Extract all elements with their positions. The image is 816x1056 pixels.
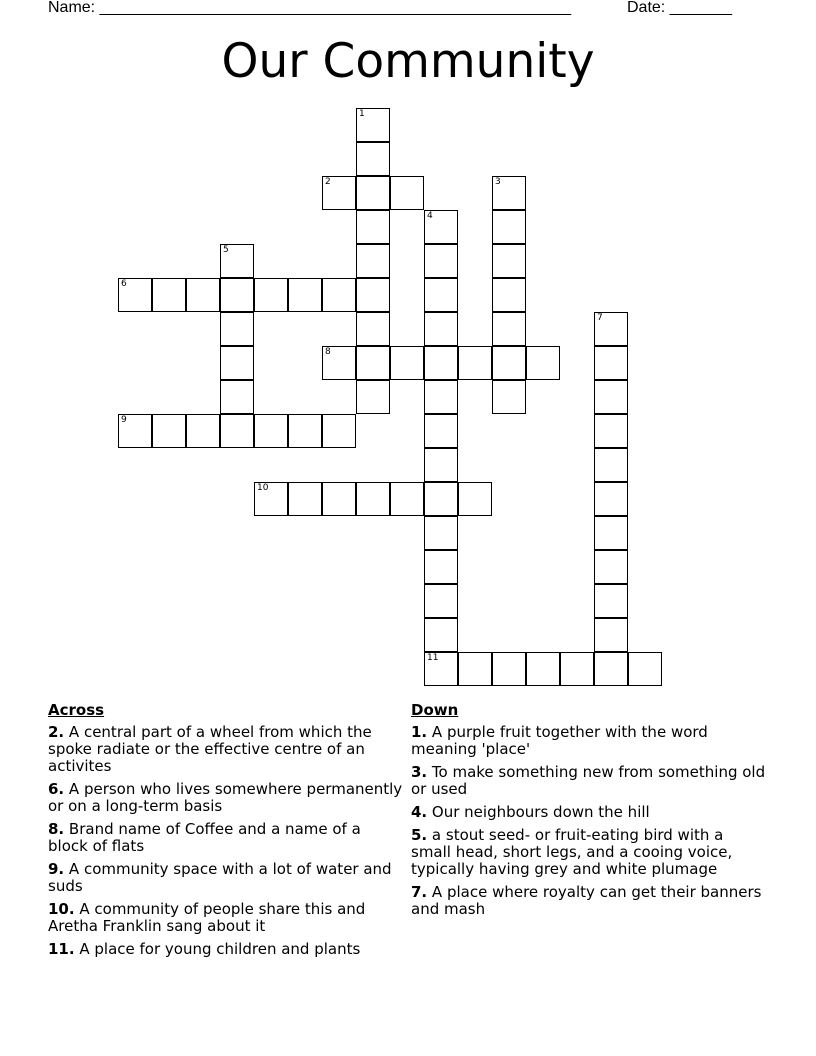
- grid-cell[interactable]: [424, 210, 458, 244]
- clue-text: A place for young children and plants: [79, 940, 361, 958]
- page-title: Our Community: [221, 34, 595, 89]
- grid-cell[interactable]: [526, 346, 560, 380]
- across-clue: [48, 724, 404, 775]
- clue-number: 8.: [48, 820, 65, 838]
- grid-cell[interactable]: [594, 652, 628, 686]
- clue-number: 10.: [48, 900, 75, 918]
- clue-number: 5.: [411, 826, 428, 844]
- clue-text: Our neighbours down the hill: [431, 803, 650, 821]
- clue-text: a stout seed- or fruit-eating bird with a small head, short legs, and a cooing voice, typically having grey and white plumage: [411, 826, 733, 878]
- grid-cell[interactable]: [254, 482, 288, 516]
- clue-number: 4.: [411, 803, 428, 821]
- grid-cell[interactable]: [458, 346, 492, 380]
- grid-cell[interactable]: [594, 482, 628, 516]
- down-clue: [411, 764, 767, 798]
- grid-cell[interactable]: [424, 278, 458, 312]
- down-heading: Down: [411, 701, 459, 719]
- cell-number: 2: [325, 177, 331, 187]
- cell-number: 7: [597, 313, 603, 323]
- cell-number: 4: [427, 211, 433, 221]
- grid-cell[interactable]: [322, 346, 356, 380]
- grid-cell[interactable]: [594, 584, 628, 618]
- grid-cell[interactable]: [390, 346, 424, 380]
- grid-cell[interactable]: [594, 414, 628, 448]
- down-clue: [411, 827, 767, 878]
- grid-cell[interactable]: [594, 380, 628, 414]
- grid-cell[interactable]: [356, 210, 390, 244]
- grid-cell[interactable]: [186, 414, 220, 448]
- grid-cell[interactable]: [424, 652, 458, 686]
- grid-cell[interactable]: [424, 550, 458, 584]
- grid-cell[interactable]: [594, 550, 628, 584]
- grid-cell[interactable]: [424, 312, 458, 346]
- grid-cell[interactable]: [424, 618, 458, 652]
- grid-cell[interactable]: [220, 346, 254, 380]
- grid-cell[interactable]: [186, 278, 220, 312]
- clue-number: 1.: [411, 723, 428, 741]
- grid-cell[interactable]: [492, 380, 526, 414]
- grid-cell[interactable]: [356, 312, 390, 346]
- grid-cell[interactable]: [594, 312, 628, 346]
- grid-cell[interactable]: [390, 482, 424, 516]
- grid-cell[interactable]: [152, 414, 186, 448]
- grid-cell[interactable]: [424, 414, 458, 448]
- clue-text: A community space with a lot of water and suds: [48, 860, 392, 895]
- grid-cell[interactable]: [424, 346, 458, 380]
- clue-number: 3.: [411, 763, 428, 781]
- grid-cell[interactable]: [220, 278, 254, 312]
- clue-text: A purple fruit together with the word meaning 'place': [411, 723, 708, 758]
- cell-number: 10: [257, 483, 269, 493]
- clue-text: A central part of a wheel from which the spoke radiate or the effective centre of an activites: [48, 723, 372, 775]
- grid-cell[interactable]: [220, 312, 254, 346]
- clue-number: 9.: [48, 860, 65, 878]
- grid-cell[interactable]: [594, 618, 628, 652]
- across-clue: [48, 821, 404, 855]
- clue-text: A community of people share this and Aretha Franklin sang about it: [48, 900, 366, 935]
- grid-cell[interactable]: [356, 108, 390, 142]
- grid-cell[interactable]: [492, 176, 526, 210]
- grid-cell[interactable]: [254, 414, 288, 448]
- grid-cell[interactable]: [356, 142, 390, 176]
- across-clues: [48, 702, 404, 964]
- grid-cell[interactable]: [356, 482, 390, 516]
- grid-cell[interactable]: [322, 278, 356, 312]
- across-clue: [48, 901, 404, 935]
- grid-cell[interactable]: [322, 414, 356, 448]
- grid-cell[interactable]: [424, 448, 458, 482]
- grid-cell[interactable]: [492, 210, 526, 244]
- grid-cell[interactable]: [288, 278, 322, 312]
- clue-number: 7.: [411, 883, 428, 901]
- across-heading: Across: [48, 701, 105, 719]
- grid-cell[interactable]: [594, 448, 628, 482]
- grid-cell[interactable]: [254, 278, 288, 312]
- grid-cell[interactable]: [424, 584, 458, 618]
- grid-cell[interactable]: [288, 414, 322, 448]
- grid-cell[interactable]: [424, 482, 458, 516]
- grid-cell[interactable]: [220, 414, 254, 448]
- grid-cell[interactable]: [356, 244, 390, 278]
- grid-cell[interactable]: [356, 346, 390, 380]
- clue-text: A place where royalty can get their banners and mash: [411, 883, 762, 918]
- down-clue: [411, 724, 767, 758]
- grid-cell[interactable]: [220, 244, 254, 278]
- clue-text: A person who lives somewhere permanently or on a long-term basis: [48, 780, 403, 815]
- down-clue: [411, 804, 767, 821]
- down-clues: [411, 702, 767, 924]
- grid-cell[interactable]: [424, 516, 458, 550]
- grid-cell[interactable]: [560, 652, 594, 686]
- grid-cell[interactable]: [492, 312, 526, 346]
- grid-cell[interactable]: [152, 278, 186, 312]
- cell-number: 1: [359, 109, 365, 119]
- grid-cell[interactable]: [356, 176, 390, 210]
- grid-cell[interactable]: [492, 652, 526, 686]
- grid-cell[interactable]: [356, 380, 390, 414]
- date-field[interactable]: Date: _______: [627, 0, 732, 16]
- grid-cell[interactable]: [424, 244, 458, 278]
- grid-cell[interactable]: [594, 346, 628, 380]
- grid-cell[interactable]: [118, 414, 152, 448]
- clue-number: 6.: [48, 780, 65, 798]
- grid-cell[interactable]: [492, 244, 526, 278]
- cell-number: 6: [121, 279, 127, 289]
- grid-cell[interactable]: [288, 482, 322, 516]
- cell-number: 3: [495, 177, 501, 187]
- grid-cell[interactable]: [492, 346, 526, 380]
- across-clue: [48, 781, 404, 815]
- clue-number: 2.: [48, 723, 65, 741]
- grid-cell[interactable]: [594, 516, 628, 550]
- grid-cell[interactable]: [458, 482, 492, 516]
- across-clue: [48, 941, 404, 958]
- grid-cell[interactable]: [526, 652, 560, 686]
- grid-cell[interactable]: [458, 652, 492, 686]
- name-field[interactable]: Name: _____________________________________________________: [48, 0, 572, 16]
- down-clue: [411, 884, 767, 918]
- cell-number: 5: [223, 245, 229, 255]
- grid-cell[interactable]: [322, 482, 356, 516]
- clue-number: 11.: [48, 940, 75, 958]
- grid-cell[interactable]: [322, 176, 356, 210]
- grid-cell[interactable]: [390, 176, 424, 210]
- grid-cell[interactable]: [118, 278, 152, 312]
- grid-cell[interactable]: [356, 278, 390, 312]
- grid-cell[interactable]: [220, 380, 254, 414]
- grid-cell[interactable]: [492, 278, 526, 312]
- clue-text: Brand name of Coffee and a name of a block of flats: [48, 820, 361, 855]
- grid-cell[interactable]: [424, 380, 458, 414]
- cell-number: 8: [325, 347, 331, 357]
- cell-number: 11: [427, 653, 439, 663]
- clue-text: To make something new from something old or used: [411, 763, 766, 798]
- across-clue: [48, 861, 404, 895]
- grid-cell[interactable]: [628, 652, 662, 686]
- cell-number: 9: [121, 415, 127, 425]
